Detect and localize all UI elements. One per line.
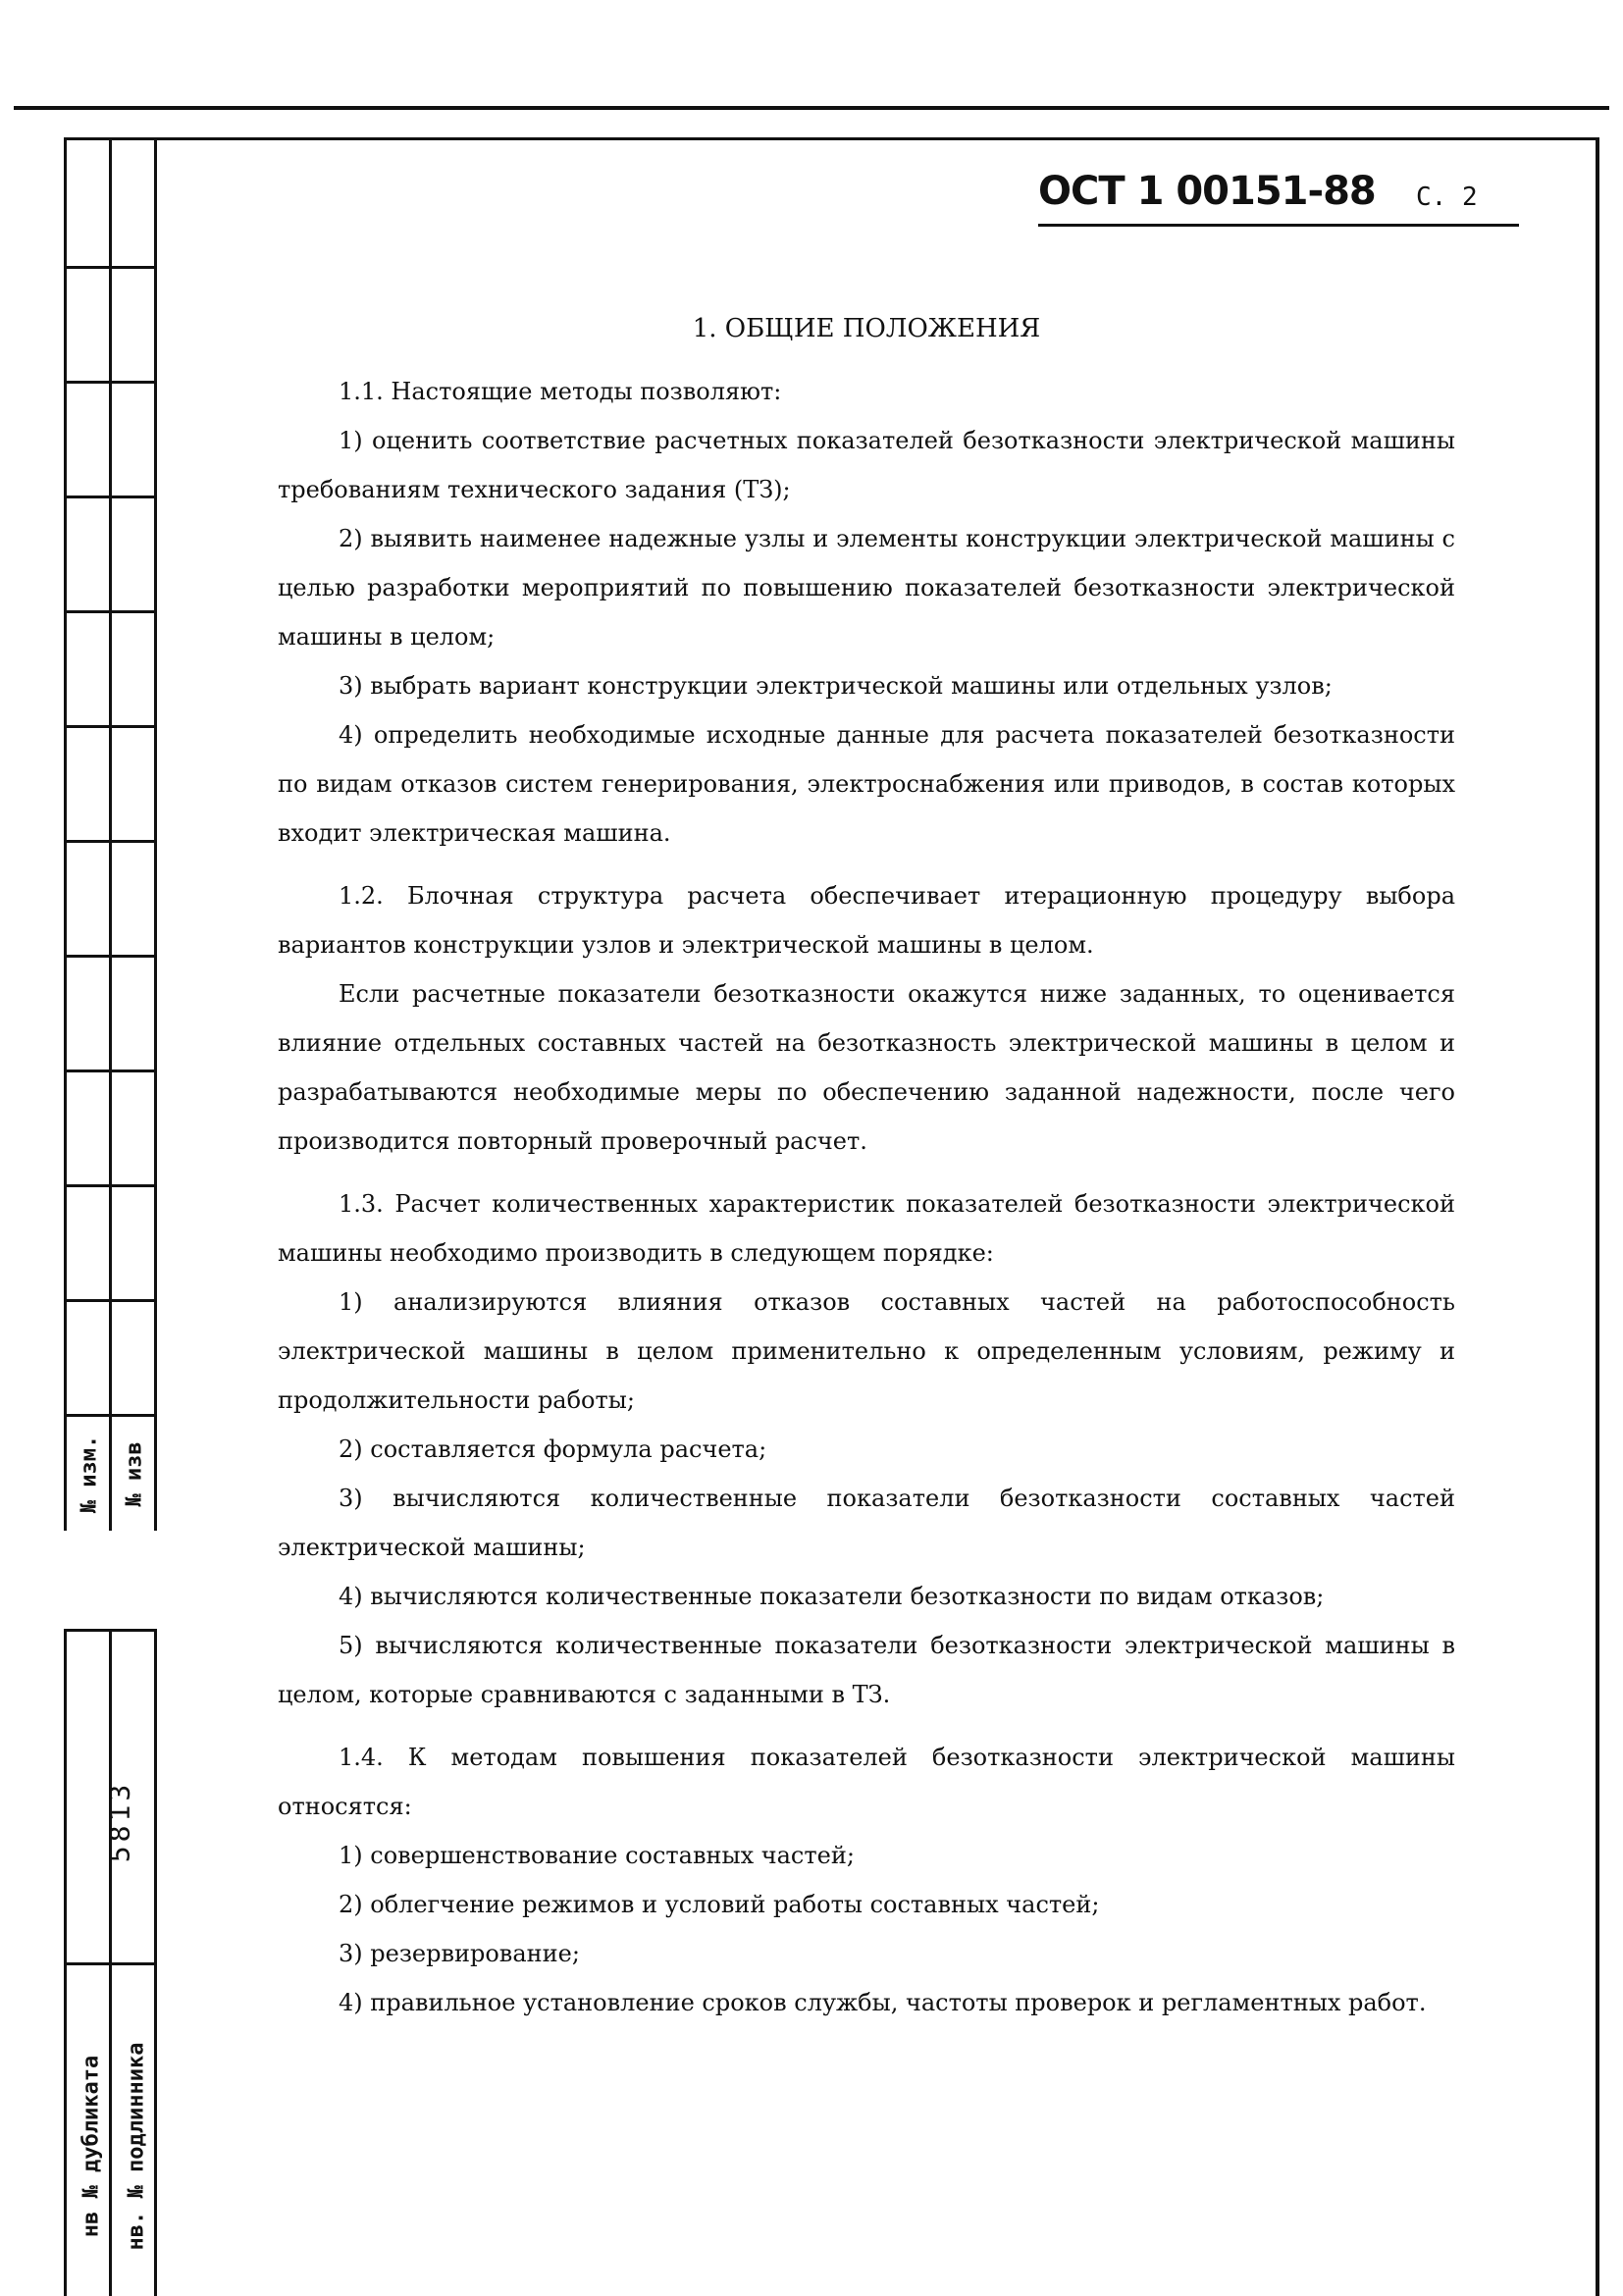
- paragraph: 4) определить необходимые исходные данные для расчета показателей безотказности по видам отказов систем генерирования, электроснабжения или приводов, в состав которых входит электрическая машина.: [278, 721, 1455, 847]
- paragraph: 1.3. Расчет количественных характеристик показателей безотказности электрической машины необходимо производить в следующем порядке:: [278, 1190, 1455, 1267]
- margin-stamp-inventory: [64, 1629, 154, 2296]
- document-code: ОСТ 1 00151-88: [1038, 169, 1376, 214]
- paragraph: Если расчетные показатели безотказности окажутся ниже заданных, то оценивается влияние отдельных составных частей на безотказность электрической машины в целом и разрабатываются необходимые меры по обеспечению заданной надежности, после чего производится повторный проверочный расчет.: [278, 980, 1455, 1155]
- paragraph: 2) облегчение режимов и условий работы составных частей;: [339, 1891, 1100, 1918]
- paragraph: 1) совершенствование составных частей;: [339, 1842, 855, 1869]
- duplicate-inv-label: нв № дубликата: [79, 2055, 104, 2238]
- paragraph: 4) правильное установление сроков службы, частоты проверок и регламентных работ.: [339, 1989, 1427, 2016]
- page-number: С. 2: [1416, 183, 1478, 212]
- paragraph: 5) вычисляются количественные показатели безотказности электрической машины в целом, которые сравниваются с заданными в ТЗ.: [278, 1632, 1455, 1708]
- document-body: [278, 304, 1455, 2027]
- paragraph: 1) анализируются влияния отказов составных частей на работоспособность электрической машины в целом применительно к определенным условиям, режиму и продолжительности работы;: [278, 1288, 1455, 1414]
- paragraph: 2) выявить наименее надежные узлы и элементы конструкции электрической машины с целью разработки мероприятий по повышению показателей безотказности электрической машины в целом;: [278, 525, 1455, 651]
- original-inv-label: нв. № подлинника: [124, 2042, 149, 2251]
- paragraph: 3) выбрать вариант конструкции электрической машины или отдельных узлов;: [339, 672, 1333, 700]
- frame-top-border: [64, 137, 1599, 140]
- margin-stamp-revisions: [64, 137, 154, 1531]
- document-header: [1038, 169, 1519, 227]
- notice-number-label: № изв: [122, 1441, 147, 1507]
- paragraph: 4) вычисляются количественные показатели безотказности по видам отказов;: [339, 1583, 1325, 1610]
- paragraph-list: [278, 367, 1455, 2027]
- frame-right-border: [1596, 137, 1599, 2296]
- top-rule: [14, 106, 1609, 110]
- paragraph: 2) составляется формула расчета;: [339, 1435, 767, 1463]
- rev-number-label: № изм.: [77, 1435, 102, 1514]
- paragraph: 1) оценить соответствие расчетных показателей безотказности электрической машины требованиям технического задания (ТЗ);: [278, 427, 1455, 503]
- section-title: 1. ОБЩИЕ ПОЛОЖЕНИЯ: [692, 314, 1041, 343]
- paragraph-gap: [278, 858, 1455, 871]
- paragraph: 3) вычисляются количественные показатели безотказности составных частей электрической машины;: [278, 1485, 1455, 1561]
- paragraph-gap: [278, 1166, 1455, 1179]
- paragraph: 1.2. Блочная структура расчета обеспечивает итерационную процедуру выбора вариантов конструкции узлов и электрической машины в целом.: [278, 882, 1455, 959]
- paragraph: 1.4. К методам повышения показателей безотказности электрической машины относятся:: [278, 1744, 1455, 1820]
- paragraph: 1.1. Настоящие методы позволяют:: [339, 378, 782, 405]
- paragraph-gap: [278, 1719, 1455, 1733]
- paragraph: 3) резервирование;: [339, 1940, 580, 1967]
- inventory-number: 5813: [103, 1780, 136, 1863]
